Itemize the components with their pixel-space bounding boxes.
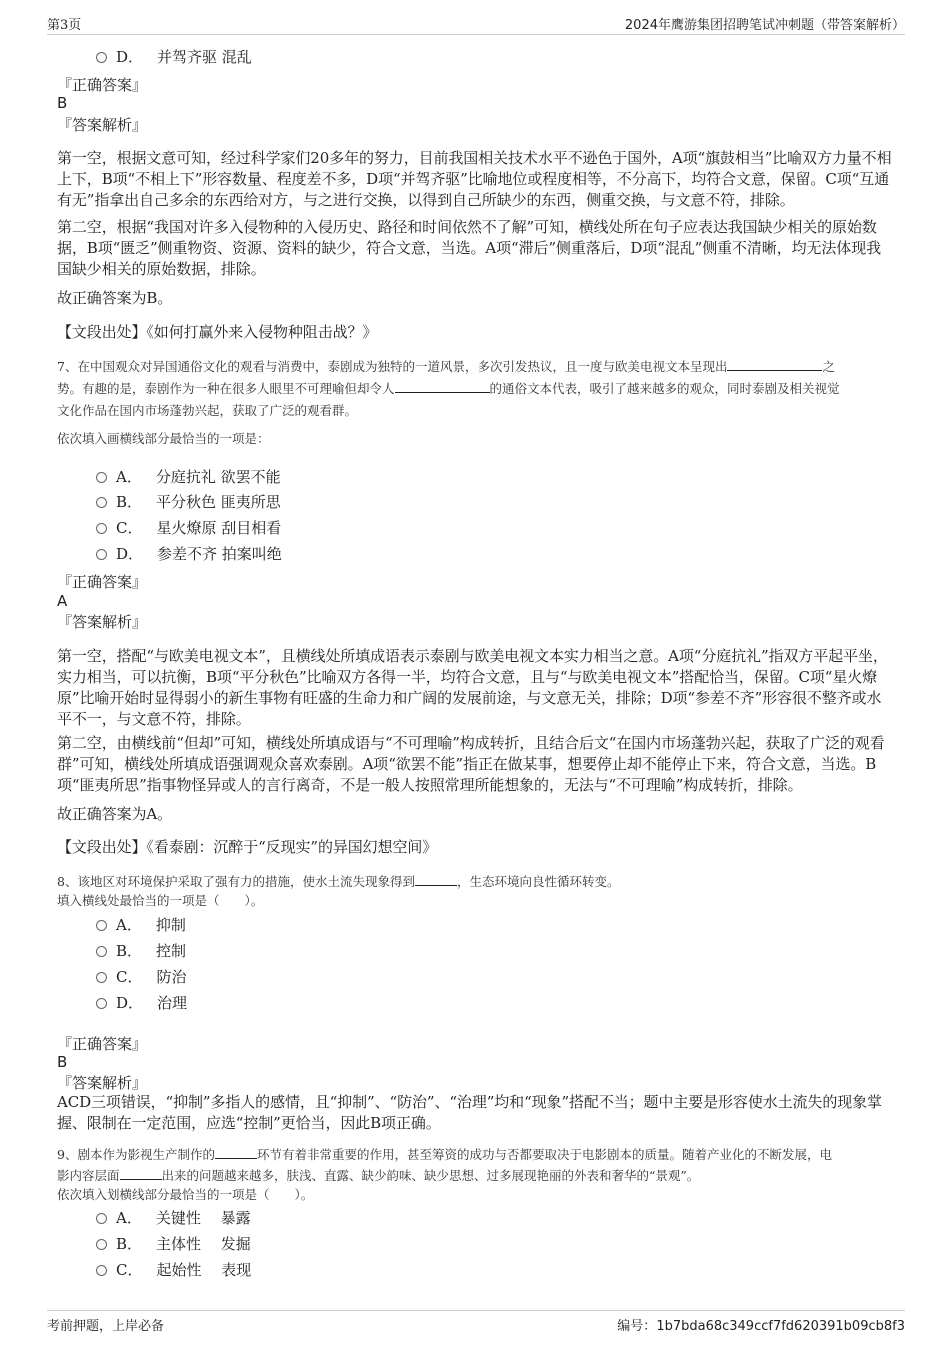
q7-option-a[interactable]: A． 分庭抗礼 欲罢不能: [96, 467, 281, 487]
radio-icon[interactable]: [96, 920, 107, 931]
document-code-value: 1b7bda68c349ccf7fd620391b09cb8f3: [656, 1319, 905, 1334]
q7-option-b[interactable]: B． 平分秋色 匪夷所思: [96, 492, 281, 512]
q6-analysis-label: 『答案解析』: [57, 116, 148, 134]
radio-icon[interactable]: [96, 1239, 107, 1250]
radio-icon[interactable]: [96, 472, 107, 483]
radio-icon[interactable]: [96, 549, 107, 560]
q6-answer: B: [57, 94, 68, 112]
page-header: [47, 12, 905, 35]
q8-answer: B: [57, 1053, 68, 1071]
document-code: [617, 1315, 905, 1334]
q7-analysis-p1: 第一空，搭配“与欧美电视文本”，且横线处所填成语表示泰剧与欧美电视文本实力相当之意。A项“分庭抗礼”指双方平起平坐，实力相当，可以抗衡，B项“平分秋色”比喻双方各得一半，均符合文意，且与“与欧美电视文本”搭配恰当，保留。C项“星火燎原”比喻开始时显得弱小的新生事物有旺盛的生命力和广阔的发展前途，与文意无关，排除；D项“参差不齐”形容很不整齐或水平不一，与文意不符，排除。: [57, 647, 888, 728]
q6-analysis-p1: 第一空，根据文意可知，经过科学家们20多年的努力，目前我国相关技术水平不逊色于国外，A项“旗鼓相当”比喻双方力量不相上下，B项“不相上下”形容数量、程度差不多，D项“并驾齐驱”比喻地位或程度相等，不分高下，均符合文意，保留。C项“互通有无”指拿出自己多余的东西给对方，与之进行交换，以得到自己所缺少的东西，侧重交换，与文意不符，排除。: [57, 149, 892, 209]
q9-stem: 9、剧本作为影视生产制作的 环节有着非常重要的作用，甚至筹资的成功与否都要取决于电影剧本的质量。随着产业化的不断发展，电 影内容层面 出来的问题越来越多，肤浅、直露、缺少韵味、缺少思想、过多展现艳丽的外表和奢华的“景观”。: [57, 1144, 892, 1186]
radio-icon[interactable]: [96, 52, 107, 63]
q7-answer-label: 『正确答案』: [57, 573, 148, 591]
q8-option-d[interactable]: D． 治理: [96, 993, 187, 1013]
document-title: 2024年鹰游集团招聘笔试冲刺题（带答案解析）: [624, 18, 905, 33]
q9-blank-2: [120, 1165, 162, 1180]
radio-icon[interactable]: [96, 1213, 107, 1224]
q7-option-d[interactable]: D． 参差不齐 拍案叫绝: [96, 544, 282, 564]
q7-analysis-label: 『答案解析』: [57, 613, 148, 631]
q8-analysis-label: 『答案解析』: [57, 1074, 148, 1092]
page-number: 第3页: [47, 18, 82, 33]
document-code-label: 编号：: [617, 1319, 657, 1334]
q8-analysis: ACD三项错误，“抑制”多指人的感情，且“抑制”、“防治”、“治理”均和“现象”搭配不当；题中主要是形容使水土流失的现象掌握、限制在一定范围，应选“控制”更恰当，因此B项正确。: [57, 1093, 882, 1132]
q7-source: 【文段出处】《看泰剧：沉醉于“反现实”的异国幻想空间》: [57, 838, 438, 856]
q9-option-a[interactable]: A． 关键性 暴露: [96, 1208, 251, 1228]
radio-icon[interactable]: [96, 523, 107, 534]
q9-option-b[interactable]: B． 主体性 发掘: [96, 1234, 251, 1254]
q6-conclusion: 故正确答案为B。: [57, 289, 173, 307]
radio-icon[interactable]: [96, 998, 107, 1009]
q6-analysis-p2: 第二空，根据“我国对许多入侵物种的入侵历史、路径和时间依然不了解”可知，横线处所在句子应表达我国缺少相关的原始数据，B项“匮乏”侧重物资、资源、资料的缺少，符合文意，当选。A项“滞后”侧重落后，D项“混乱”侧重不清晰，均无法体现我国缺少相关的原始数据，排除。: [57, 218, 881, 278]
q9-option-c[interactable]: C． 起始性 表现: [96, 1260, 251, 1280]
q7-blank-2: [395, 378, 490, 393]
q8-option-c[interactable]: C． 防治: [96, 967, 187, 987]
q7-analysis-p2: 第二空，由横线前“但却”可知，横线处所填成语与“不可理喻”构成转折，且结合后文“在国内市场蓬勃兴起，获取了广泛的观看群”可知，横线处所填成语强调观众喜欢泰剧。A项“欲罢不能”指正在做某事，想要停止却不能停止下来，符合文意，当选。B项“匪夷所思”指事物怪异或人的言行离奇，不是一般人按照常理所能想象的，无法与“不可理喻”构成转折，排除。: [57, 734, 885, 794]
q6-answer-label: 『正确答案』: [57, 76, 148, 94]
q7-answer: A: [57, 592, 68, 610]
q7-blank-1: [727, 356, 822, 371]
radio-icon[interactable]: [96, 1265, 107, 1276]
q8-stem: 8、该地区对环境保护采取了强有力的措施，使水土流失现象得到 ，生态环境向良性循环转变。: [57, 871, 892, 893]
q7-option-c[interactable]: C． 星火燎原 刮目相看: [96, 518, 281, 538]
q9-prompt: 依次填入划横线部分最恰当的一项是（ ）。: [57, 1187, 314, 1202]
q6-source: 【文段出处】《如何打赢外来入侵物种阻击战？》: [57, 323, 378, 341]
q9-blank-1: [215, 1144, 257, 1159]
q8-blank: [415, 871, 457, 886]
q8-prompt: 填入横线处最恰当的一项是（ ）。: [57, 893, 264, 908]
footer-slogan: 考前押题，上岸必备: [47, 1319, 165, 1334]
q7-stem: 7、在中国观众对异国通俗文化的观看与消费中，泰剧成为独特的一道风景，多次引发热议，且一度与欧美电视文本呈现出 之 势。有趣的是，泰剧作为一种在很多人眼里不可理喻但却令人 的通俗文本代表，吸引了越来越多的观众，同时泰剧及相关视觉 文化作品在国内市场蓬勃兴起，获取了广泛的观看群。: [57, 356, 892, 422]
q7-prompt: 依次填入画横线部分最恰当的一项是：: [57, 431, 270, 446]
q8-answer-label: 『正确答案』: [57, 1035, 148, 1053]
radio-icon[interactable]: [96, 497, 107, 508]
q7-conclusion: 故正确答案为A。: [57, 805, 173, 823]
q6-option-d[interactable]: D． 并驾齐驱 混乱: [96, 47, 252, 67]
q8-option-a[interactable]: A． 抑制: [96, 915, 186, 935]
page-footer: [47, 1310, 905, 1337]
radio-icon[interactable]: [96, 946, 107, 957]
radio-icon[interactable]: [96, 972, 107, 983]
q8-option-b[interactable]: B． 控制: [96, 941, 186, 961]
